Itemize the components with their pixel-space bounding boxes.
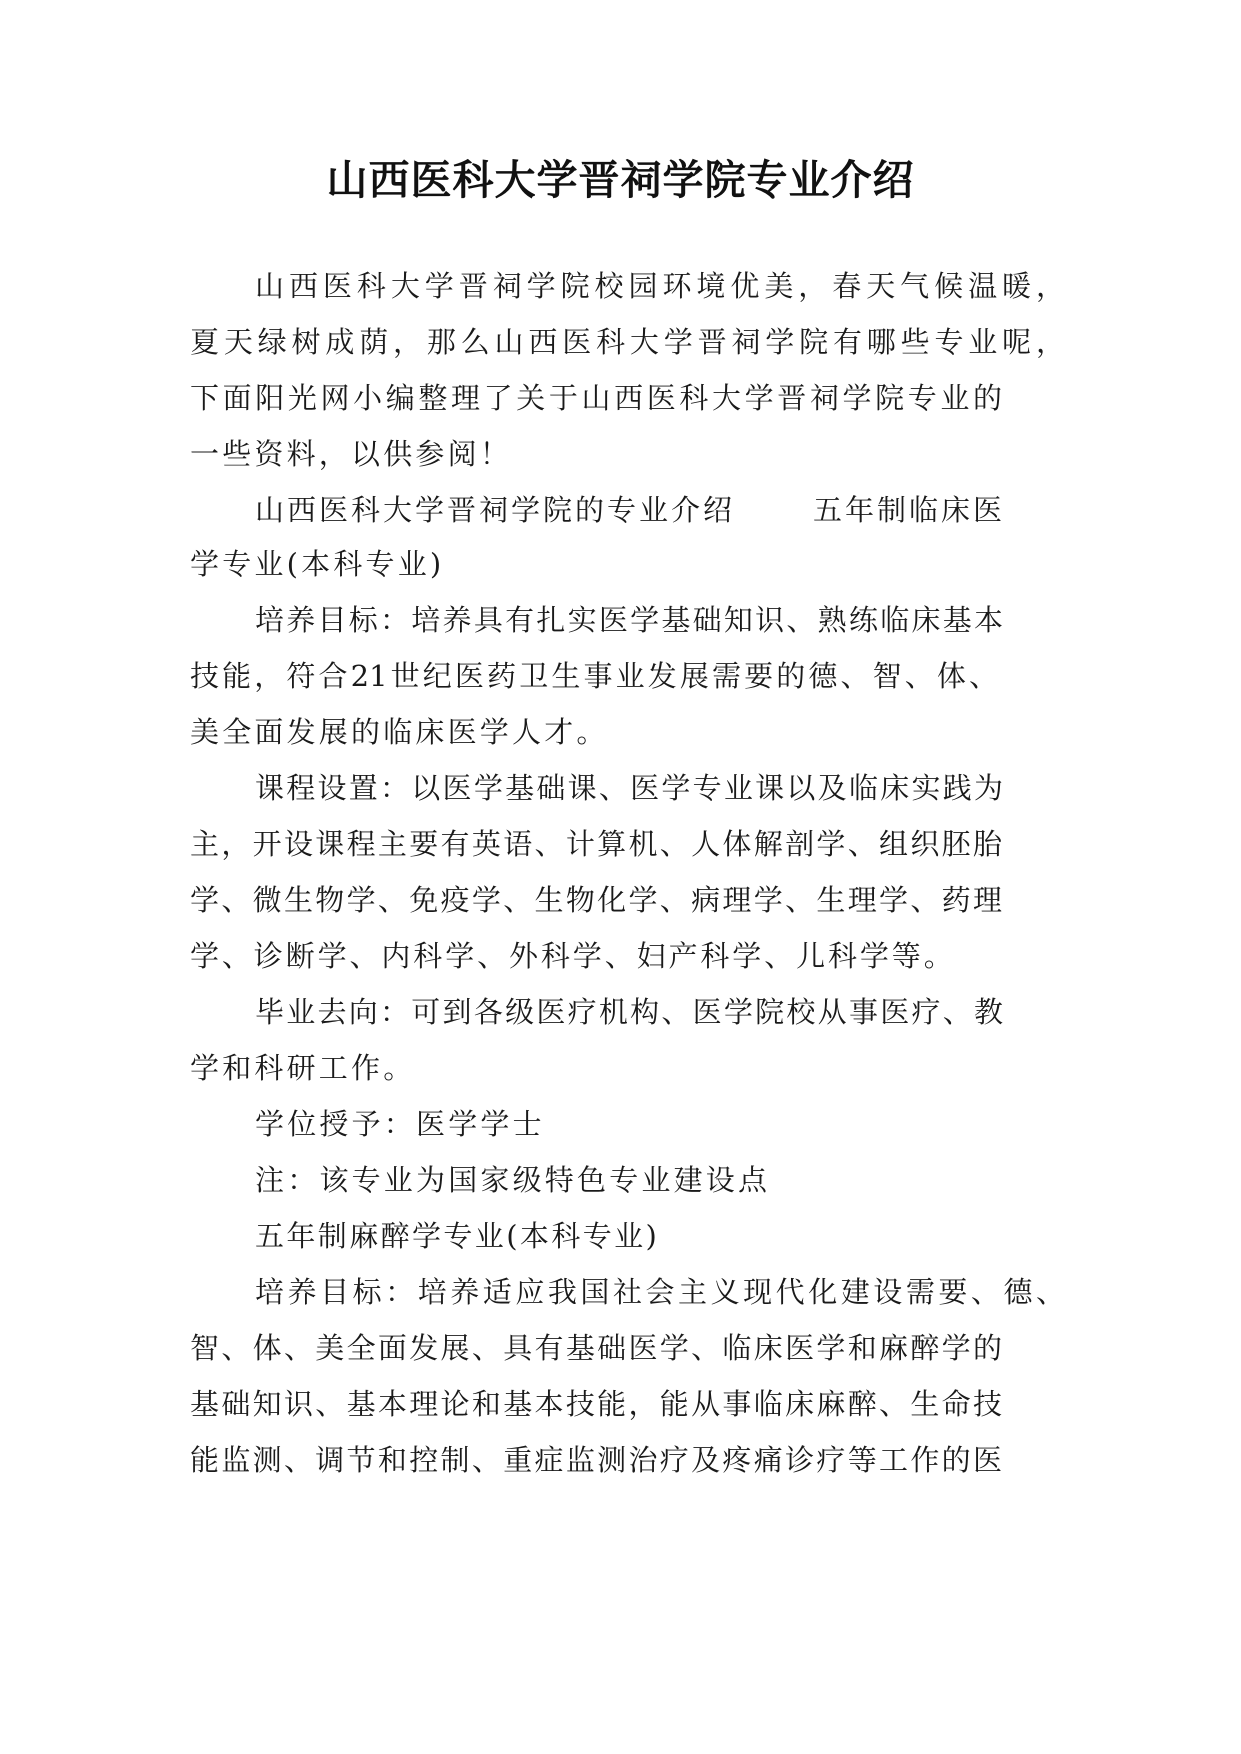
paragraph-line: 注：该专业为国家级特色专业建设点 [255,1163,771,1197]
paragraph-line: 能监测、调节和控制、重症监测治疗及疼痛诊疗等工作的医 [190,1443,1002,1477]
paragraph-line: 智、体、美全面发展、具有基础医学、临床医学和麻醉学的 [190,1331,1002,1365]
paragraph-line: 主，开设课程主要有英语、计算机、人体解剖学、组织胚胎 [190,827,1002,861]
paragraph-line: 学和科研工作。 [190,1051,416,1085]
paragraph-line: 夏天绿树成荫，那么山西医科大学晋祠学院有哪些专业呢， [190,325,1065,359]
paragraph-line: 一些资料，以供参阅！ [190,437,513,471]
paragraph-line: 学专业(本科专业) [190,547,445,581]
paragraph-line: 培养目标：培养适应我国社会主义现代化建设需要、德、 [255,1275,1065,1309]
paragraph-line [255,490,1005,530]
paragraph-line: 学、诊断学、内科学、外科学、妇产科学、儿科学等。 [190,939,956,973]
paragraph-line: 下面阳光网小编整理了关于山西医科大学晋祠学院专业的 [190,381,1002,415]
paragraph-line: 美全面发展的临床医学人才。 [190,715,609,749]
section-heading-text: 五年制临床医 [813,493,1006,527]
document-title: 山西医科大学晋祠学院专业介绍 [326,156,915,204]
paragraph-line: 毕业去向：可到各级医疗机构、医学院校从事医疗、教 [255,995,1003,1029]
section-heading-text: 山西医科大学晋祠学院的专业介绍 [255,493,736,527]
paragraph-line: 学位授予：医学学士 [255,1107,545,1141]
paragraph-line: 五年制麻醉学专业(本科专业) [255,1219,660,1253]
paragraph-line: 学、微生物学、免疫学、生物化学、病理学、生理学、药理 [190,883,1002,917]
paragraph-line: 山西医科大学晋祠学院校园环境优美，春天气候温暖， [255,269,1065,303]
paragraph-line: 课程设置：以医学基础课、医学专业课以及临床实践为 [255,771,1003,805]
paragraph-line: 培养目标：培养具有扎实医学基础知识、熟练临床基本 [255,603,1003,637]
paragraph-line: 基础知识、基本理论和基本技能，能从事临床麻醉、生命技 [190,1387,1002,1421]
paragraph-line: 技能，符合21世纪医药卫生事业发展需要的德、智、体、 [190,659,998,693]
